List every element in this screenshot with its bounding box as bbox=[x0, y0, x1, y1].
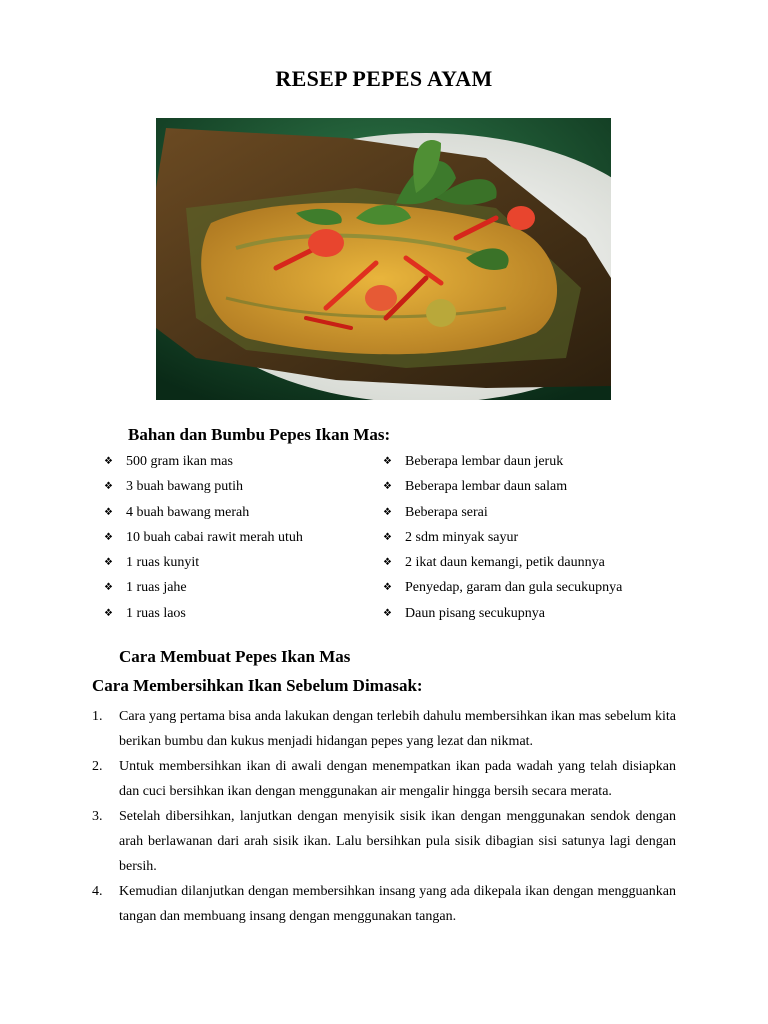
list-item bbox=[104, 477, 303, 502]
diamond-bullet-icon: ❖ bbox=[383, 481, 392, 493]
list-item bbox=[383, 452, 622, 477]
ingredient-text: 1 ruas kunyit bbox=[126, 555, 200, 571]
step-number: 2. bbox=[92, 759, 103, 774]
ingredient-text: Penyedap, garam dan gula secukupnya bbox=[405, 580, 623, 596]
ingredient-text: Beberapa lembar daun jeruk bbox=[405, 454, 564, 469]
ingredient-text: Beberapa serai bbox=[405, 504, 488, 520]
ingredients-list-right bbox=[383, 452, 622, 629]
ingredient-text: 2 sdm minyak sayur bbox=[405, 529, 519, 545]
step-text: Kemudian dilanjutkan dengan membersihkan insang yang ada dikepala ikan dengan mengguankan tangan dan membuang insang dengan menggunakan tangan. bbox=[119, 884, 676, 924]
diamond-bullet-icon: ❖ bbox=[383, 506, 392, 518]
ingredient-text: 1 ruas laos bbox=[126, 605, 186, 621]
list-item bbox=[383, 604, 622, 629]
ingredient-text: 10 buah cabai rawit merah utuh bbox=[126, 529, 303, 545]
document-title: RESEP PEPES AYAM bbox=[275, 66, 493, 91]
pepes-dish-photo bbox=[156, 118, 611, 400]
method-heading: Cara Membuat Pepes Ikan Mas bbox=[119, 647, 351, 666]
cleaning-subheading: Cara Membersihkan Ikan Sebelum Dimasak: bbox=[92, 676, 423, 695]
cleaning-steps-list bbox=[92, 704, 676, 929]
list-item bbox=[104, 553, 303, 578]
step-item bbox=[92, 804, 676, 879]
ingredient-text: 1 ruas jahe bbox=[126, 580, 187, 596]
ingredient-text: 3 buah bawang putih bbox=[126, 479, 244, 495]
pepes-dish-illustration bbox=[156, 118, 611, 400]
step-number: 4. bbox=[92, 884, 103, 899]
step-number: 3. bbox=[92, 809, 103, 824]
diamond-bullet-icon: ❖ bbox=[104, 607, 113, 619]
step-item bbox=[92, 704, 676, 754]
list-item bbox=[383, 528, 622, 553]
diamond-bullet-icon: ❖ bbox=[383, 582, 392, 594]
diamond-bullet-icon: ❖ bbox=[383, 557, 392, 569]
ingredient-text: Beberapa lembar daun salam bbox=[405, 479, 568, 495]
list-item bbox=[383, 477, 622, 502]
diamond-bullet-icon: ❖ bbox=[104, 582, 113, 594]
list-item bbox=[383, 503, 622, 528]
ingredients-list-left bbox=[104, 452, 303, 629]
ingredient-text: Daun pisang secukupnya bbox=[405, 605, 545, 621]
list-item bbox=[104, 604, 303, 629]
step-number: 1. bbox=[92, 709, 103, 724]
diamond-bullet-icon: ❖ bbox=[104, 456, 113, 467]
list-item bbox=[104, 503, 303, 528]
ingredient-text: 2 ikat daun kemangi, petik daunnya bbox=[405, 555, 605, 571]
list-item bbox=[383, 553, 622, 578]
diamond-bullet-icon: ❖ bbox=[383, 607, 392, 619]
step-text: Untuk membersihkan ikan di awali dengan menempatkan ikan pada wadah yang telah disiapkan dan cuci bersihkan ikan dengan menggunakan air mengalir hingga bersih secara merata. bbox=[119, 759, 676, 799]
ingredients-heading: Bahan dan Bumbu Pepes Ikan Mas: bbox=[128, 425, 391, 444]
step-text: Cara yang pertama bisa anda lakukan dengan terlebih dahulu membersihkan ikan mas sebelum kita berikan bumbu dan kukus menjadi hidangan pepes yang lezat dan nikmat. bbox=[119, 709, 676, 749]
list-item bbox=[383, 578, 622, 603]
ingredient-text: 500 gram ikan mas bbox=[126, 454, 233, 469]
diamond-bullet-icon: ❖ bbox=[383, 531, 392, 543]
diamond-bullet-icon: ❖ bbox=[104, 506, 113, 518]
ingredient-text: 4 buah bawang merah bbox=[126, 504, 250, 520]
step-text: Setelah dibersihkan, lanjutkan dengan menyisik sisik ikan dengan menggunakan sendok dengan arah berlawanan dari arah sisik ikan. Lalu bersihkan pula sisik dibagian sisi satunya lagi dengan bersih. bbox=[119, 809, 676, 874]
diamond-bullet-icon: ❖ bbox=[383, 456, 392, 467]
list-item bbox=[104, 528, 303, 553]
diamond-bullet-icon: ❖ bbox=[104, 531, 113, 543]
step-item bbox=[92, 754, 676, 804]
diamond-bullet-icon: ❖ bbox=[104, 557, 113, 569]
list-item bbox=[104, 452, 303, 477]
step-item bbox=[92, 879, 676, 929]
list-item bbox=[104, 578, 303, 603]
diamond-bullet-icon: ❖ bbox=[104, 481, 113, 493]
